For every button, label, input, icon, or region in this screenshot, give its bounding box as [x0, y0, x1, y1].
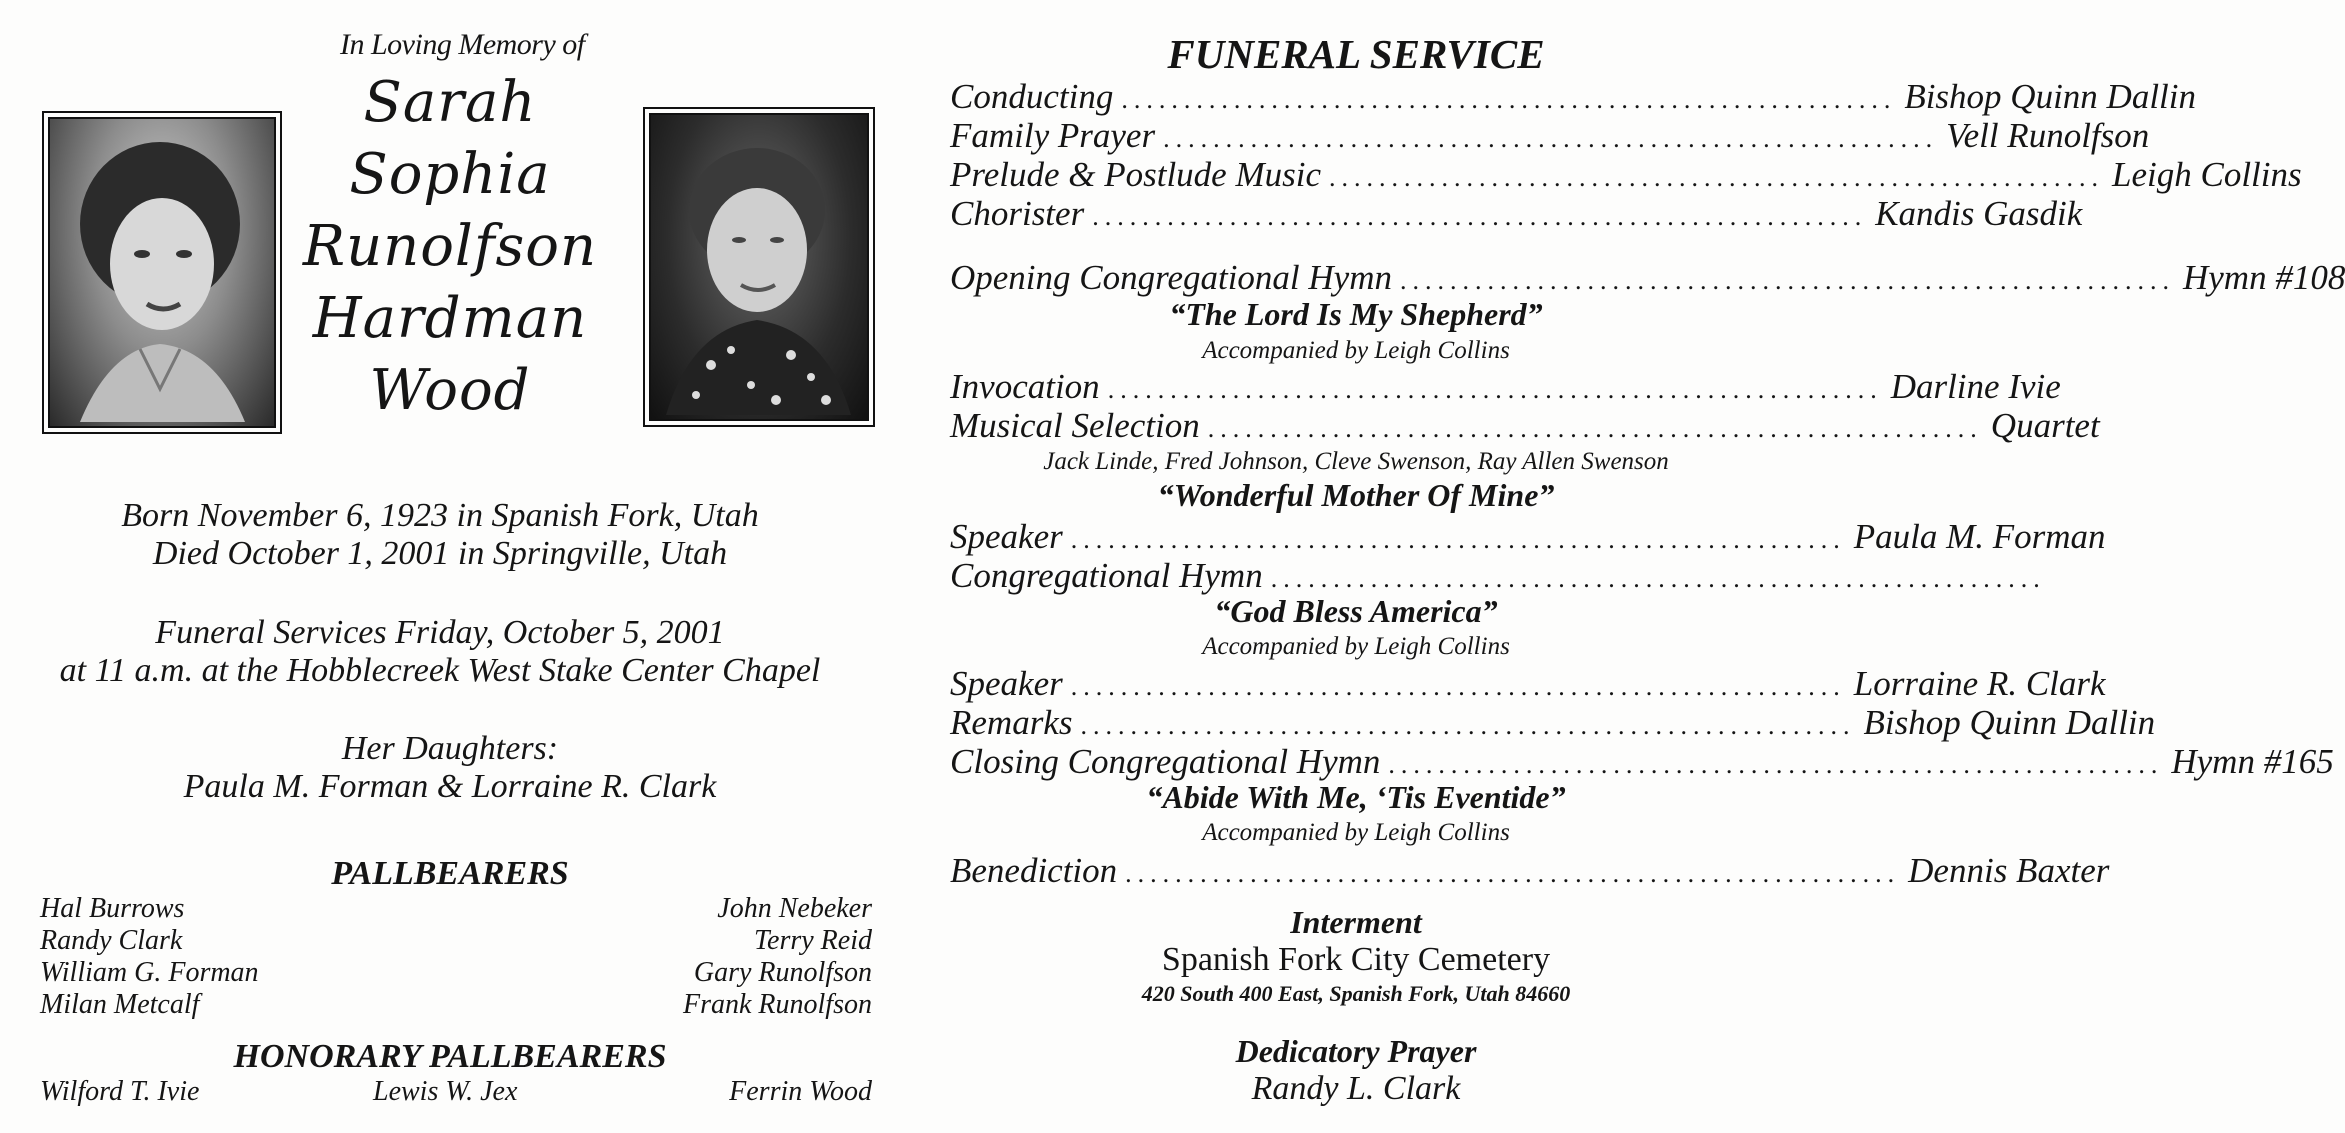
program-row-family-prayer	[950, 116, 2150, 159]
interment-address: 420 South 400 East, Spanish Fork, Utah 84660	[1141, 981, 1571, 1006]
pallbearer-right-2: Terry Reid	[754, 925, 872, 956]
program-value: Vell Runolfson	[1946, 116, 2150, 155]
pallbearer-left-2: Randy Clark	[40, 925, 183, 956]
dedicatory-prayer-name: Randy L. Clark	[1251, 1070, 1461, 1107]
elder-portrait-photo	[643, 107, 875, 427]
name-line-last: Wood	[369, 358, 531, 423]
accompaniment-note: Accompanied by Leigh Collins	[1202, 819, 1510, 846]
program-label: Speaker	[950, 517, 1063, 556]
accompaniment-note: Accompanied by Leigh Collins	[1202, 633, 1510, 660]
pallbearer-right-1: John Nebeker	[717, 893, 872, 924]
services-date-line: Funeral Services Friday, October 5, 2001	[155, 614, 725, 651]
honorary-pallbearer-1: Wilford T. Ivie	[40, 1076, 200, 1107]
accompaniment-note: Accompanied by Leigh Collins	[1202, 337, 1510, 364]
leader-dots: ..............................................................	[1388, 750, 2164, 779]
pallbearer-right-3: Gary Runolfson	[693, 957, 872, 988]
memorial-panel	[0, 0, 900, 1133]
program-value: Bishop Quinn Dallin	[1863, 703, 2156, 742]
program-row-prelude	[950, 155, 2302, 198]
program-row-conducting	[950, 77, 2197, 120]
pallbearer-right-4: Frank Runolfson	[683, 989, 872, 1020]
program-label: Benediction	[950, 851, 1118, 890]
leader-dots: ..............................................................	[1092, 202, 1868, 231]
daughters-names: Paula M. Forman & Lorraine R. Clark	[183, 768, 717, 805]
leader-dots: ..............................................................	[1207, 414, 1983, 443]
service-panel	[950, 0, 2345, 1133]
young-portrait-photo	[42, 111, 282, 434]
program-value: Bishop Quinn Dallin	[1904, 77, 2197, 116]
leader-dots: ..............................................................	[1270, 564, 2046, 593]
pallbearers-heading: PALLBEARERS	[331, 855, 569, 892]
program-value: Paula M. Forman	[1853, 517, 2106, 556]
program-label: Closing Congregational Hymn	[950, 742, 1381, 781]
name-line-first: Sarah	[363, 70, 537, 135]
program-label: Congregational Hymn	[950, 556, 1263, 595]
pallbearer-left-4: Milan Metcalf	[40, 989, 200, 1020]
honorary-pallbearer-2: Lewis W. Jex	[373, 1076, 518, 1107]
program-row-invocation	[950, 367, 2061, 410]
program-value: Hymn #108	[2183, 258, 2345, 297]
name-line-maiden: Runolfson	[302, 214, 598, 279]
pallbearer-left-1: Hal Burrows	[40, 893, 185, 924]
program-row-benediction	[950, 851, 2110, 894]
name-line-married: Hardman	[312, 286, 588, 351]
name-line-middle: Sophia	[349, 142, 551, 207]
daughters-label: Her Daughters:	[341, 730, 559, 767]
leader-dots: ..............................................................	[1070, 525, 1846, 554]
program-value: Kandis Gasdik	[1875, 194, 2083, 233]
program-value: Dennis Baxter	[1908, 851, 2110, 890]
program-row-speaker-1	[950, 517, 2106, 560]
program-label: Family Prayer	[950, 116, 1156, 155]
interment-place: Spanish Fork City Cemetery	[1161, 941, 1551, 978]
program-value: Hymn #165	[2171, 742, 2334, 781]
leader-dots: ..............................................................	[1080, 711, 1856, 740]
services-location-line: at 11 a.m. at the Hobblecreek West Stake Center Chapel	[59, 652, 821, 689]
pallbearer-left-3: William G. Forman	[40, 957, 259, 988]
dedicatory-prayer-heading: Dedicatory Prayer	[1235, 1033, 1477, 1069]
honorary-pallbearer-3: Ferrin Wood	[729, 1076, 872, 1107]
program-row-chorister	[950, 194, 2083, 237]
program-label: Prelude & Postlude Music	[950, 155, 1321, 194]
program-row-remarks	[950, 703, 2156, 746]
program-value: Quartet	[1990, 406, 2100, 445]
hymn-title-middle: “God Bless America”	[1214, 593, 1498, 629]
program-row-speaker-2	[950, 664, 2106, 707]
program-row-musical-selection	[950, 406, 2100, 449]
leader-dots: ..............................................................	[1070, 672, 1846, 701]
leader-dots: ..............................................................	[1125, 859, 1901, 888]
program-value: Darline Ivie	[1890, 367, 2061, 406]
program-label: Speaker	[950, 664, 1063, 703]
program-label: Musical Selection	[950, 406, 1200, 445]
song-title: “Wonderful Mother Of Mine”	[1157, 477, 1555, 513]
died-line: Died October 1, 2001 in Springville, Utah	[152, 535, 728, 572]
program-label: Remarks	[950, 703, 1073, 742]
leader-dots: ..............................................................	[1329, 163, 2104, 192]
program-label: Chorister	[950, 194, 1085, 233]
young-woman-portrait-icon	[50, 119, 270, 422]
leader-dots: ..............................................................	[1163, 124, 1939, 153]
hymn-title-opening: “The Lord Is My Shepherd”	[1169, 296, 1543, 332]
program-value: Leigh Collins	[2112, 155, 2302, 194]
service-title: FUNERAL SERVICE	[1167, 31, 1545, 77]
interment-heading: Interment	[1290, 904, 1422, 940]
program-label: Conducting	[950, 77, 1114, 116]
born-line: Born November 6, 1923 in Spanish Fork, Utah	[121, 497, 759, 534]
hymn-title-closing: “Abide With Me, ‘Tis Eventide”	[1146, 779, 1566, 815]
elder-woman-portrait-icon	[651, 115, 863, 415]
leader-dots: ..............................................................	[1121, 85, 1897, 114]
leader-dots: ..............................................................	[1400, 266, 2175, 295]
quartet-members: Jack Linde, Fred Johnson, Cleve Swenson, Ray Allen Swenson	[1043, 448, 1669, 475]
memory-intro: In Loving Memory of	[340, 28, 585, 61]
program-row-opening-hymn	[950, 258, 2345, 301]
program-value: Lorraine R. Clark	[1853, 664, 2106, 703]
leader-dots: ..............................................................	[1107, 375, 1883, 404]
honorary-pallbearers-heading: HONORARY PALLBEARERS	[233, 1038, 667, 1075]
program-label: Opening Congregational Hymn	[950, 258, 1392, 297]
program-label: Invocation	[950, 367, 1100, 406]
